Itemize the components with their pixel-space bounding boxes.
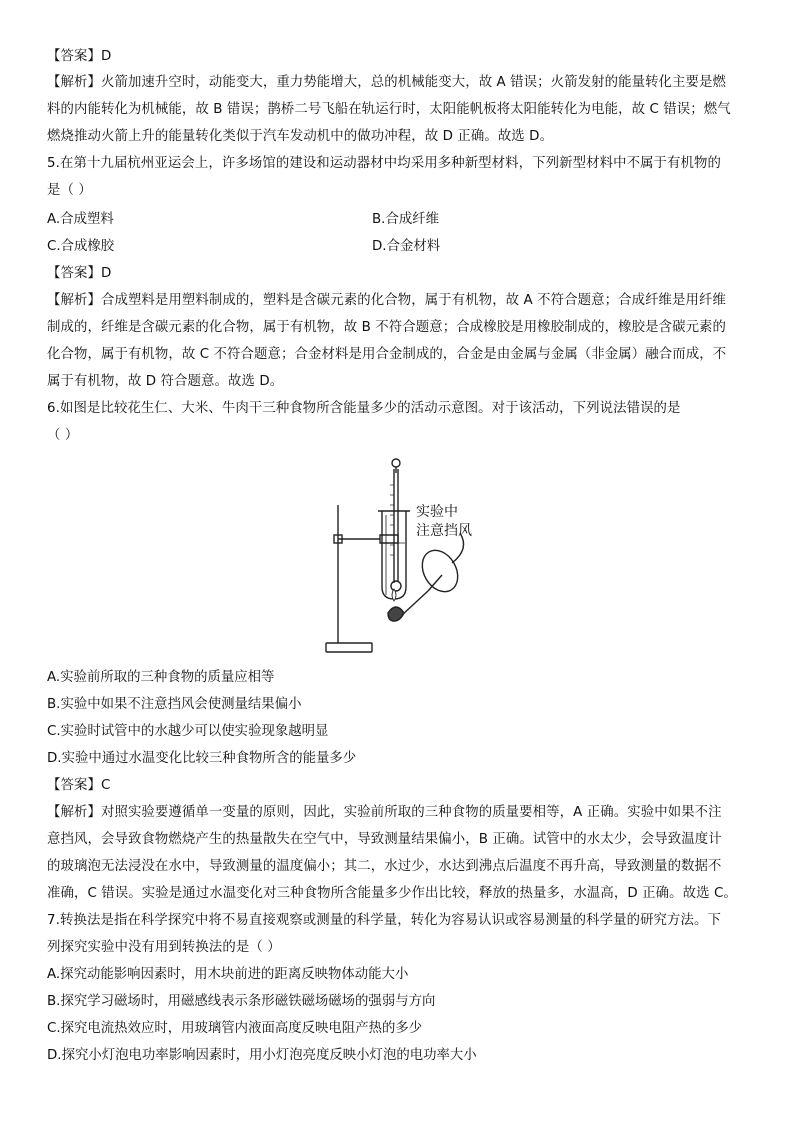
q4-answer: 【答案】D	[47, 49, 112, 64]
q5-stem-line-1: 5.在第十九届杭州亚运会上，许多场馆的建设和运动器材中均采用多种新型材料，下列新型材料中不属于有机物的	[47, 156, 722, 171]
q6-stem-line-1: 6.如图是比较花生仁、大米、牛肉干三种食物所含能量多少的活动示意图。对于该活动，下列说法错误的是	[47, 401, 681, 416]
q7-stem-line-1: 7.转换法是指在科学探究中将不易直接观察或测量的科学量，转化为容易认识或容易测量的科学量的研究方法。下	[47, 913, 722, 928]
apparatus-drawing	[310, 455, 510, 660]
figure-label-line-1: 实验中	[416, 504, 458, 520]
q5-analysis-line-3: 化合物，属于有机物，故 C 不符合题意；合金材料是用合金制成的，合金是由金属与金属（非金属）融合而成，不	[47, 347, 727, 362]
clamp-jaw	[380, 535, 398, 543]
q7-stem-line-2: 列探究实验中没有用到转换法的是（ ）	[47, 940, 281, 955]
q6-analysis-line-3: 的玻璃泡无法浸没在水中，导致测量的温度偏小；其二，水过少，水达到沸点后温度不再升高，导致测量的数据不	[47, 859, 722, 874]
figure-label-line-2: 注意挡风	[416, 523, 472, 539]
q6-option-b: B.实验中如果不注意挡风会使测量结果偏小	[47, 697, 302, 712]
q5-option-a: A.合成塑料	[47, 212, 114, 227]
q5-answer: 【答案】D	[47, 266, 112, 281]
q7-option-a: A.探究动能影响因素时，用木块前进的距离反映物体动能大小	[47, 967, 409, 982]
stand-base	[326, 643, 372, 652]
needle-holder	[402, 591, 428, 615]
q6-analysis-line-4: 准确，C 错误。实验是通过水温变化对三种食物所含能量多少作出比较，释放的热量多，水温高，D 正确。故选 C。	[47, 886, 737, 901]
q6-answer: 【答案】C	[47, 778, 111, 793]
q5-option-b: B.合成纤维	[372, 212, 440, 227]
q5-stem-line-2: 是（ ）	[47, 183, 92, 198]
q6-analysis-line-2: 意挡风，会导致食物燃烧产生的热量散失在空气中，导致测量结果偏小，B 正确。试管中的水太少，会导致温度计	[47, 832, 722, 847]
combustion-apparatus-figure	[310, 455, 510, 660]
burning-food	[388, 607, 404, 621]
q5-analysis-line-2: 制成的，纤维是含碳元素的化合物，属于有机物，故 B 不符合题意；合成橡胶是用橡胶制成的，橡胶是含碳元素的	[47, 320, 727, 335]
q5-option-d: D.合金材料	[372, 239, 441, 254]
q5-analysis-line-1: 【解析】合成塑料是用塑料制成的，塑料是含碳元素的化合物，属于有机物，故 A 不符合题意；合成纤维是用纤维	[47, 293, 727, 308]
q7-option-d: D.探究小灯泡电功率影响因素时，用小灯泡亮度反映小灯泡的电功率大小	[47, 1048, 477, 1063]
q5-option-c: C.合成橡胶	[47, 239, 115, 254]
q4-analysis-line-2: 料的内能转化为机械能，故 B 错误；鹊桥二号飞船在轨运行时，太阳能帆板将太阳能转化为电能，故 C 错误；燃气	[47, 102, 731, 117]
wind-shield	[415, 544, 465, 598]
q5-analysis-line-4: 属于有机物，故 D 符合题意。故选 D。	[47, 374, 284, 389]
q7-option-b: B.探究学习磁场时，用磁感线表示条形磁铁磁场磁场的强弱与方向	[47, 994, 436, 1009]
q6-stem-line-2: （ ）	[47, 428, 79, 443]
q4-analysis-line-1: 【解析】火箭加速升空时，动能变大，重力势能增大，总的机械能变大，故 A 错误；火箭发射的能量转化主要是燃	[47, 75, 727, 90]
q6-option-c: C.实验时试管中的水越少可以使实验现象越明显	[47, 724, 329, 739]
q6-option-d: D.实验中通过水温变化比较三种食物所含的能量多少	[47, 751, 357, 766]
q4-analysis-line-3: 燃烧推动火箭上升的能量转化类似于汽车发动机中的做功冲程，故 D 正确。故选 D。	[47, 129, 554, 144]
q7-option-c: C.探究电流热效应时，用玻璃管内液面高度反映电阻产热的多少	[47, 1021, 423, 1036]
q6-analysis-line-1: 【解析】对照实验要遵循单一变量的原则，因此，实验前所取的三种食物的质量要相等，A 正确。实验中如果不注	[47, 805, 722, 820]
q6-option-a: A.实验前所取的三种食物的质量应相等	[47, 670, 275, 685]
